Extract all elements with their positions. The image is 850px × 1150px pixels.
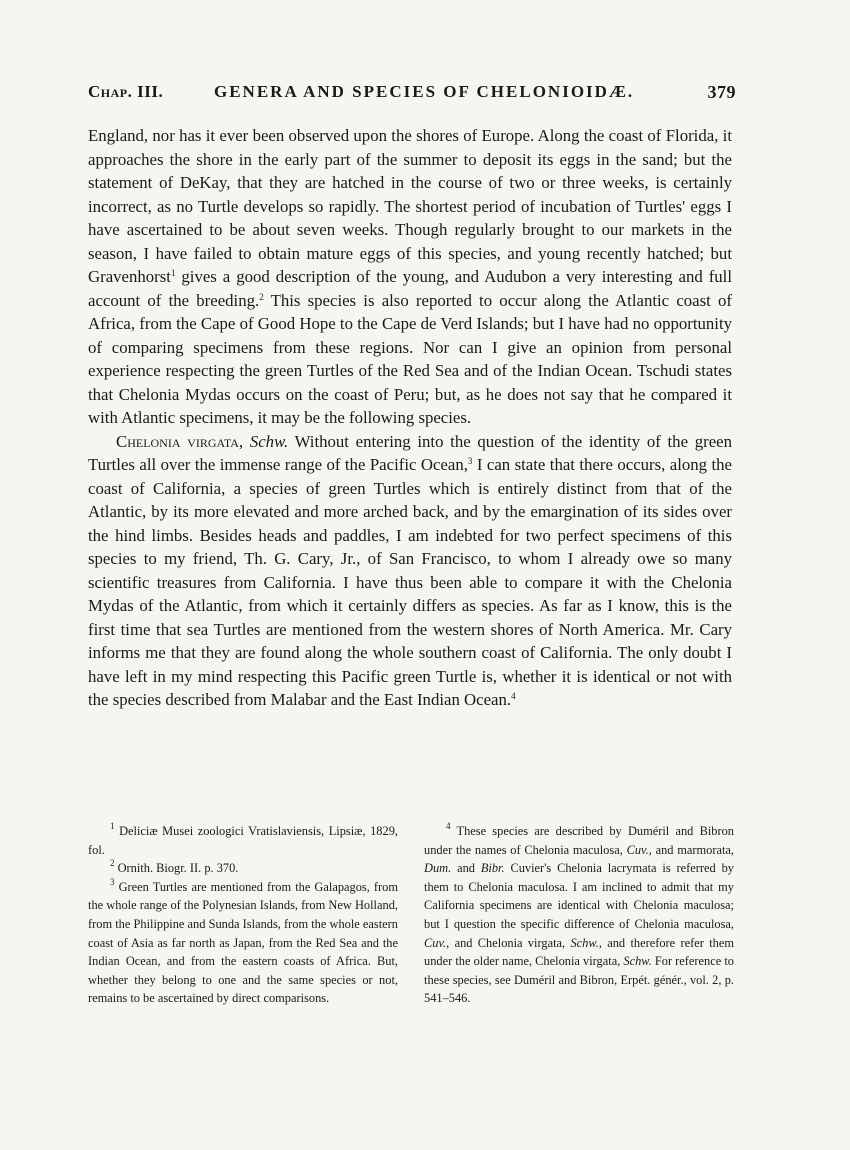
footnote-4 xyxy=(424,822,734,1008)
footnote-3 xyxy=(88,878,398,1008)
text-run: I can state that there occurs, along the coast of California, a species of green Turtles which is entirely distinct from that of the Atlantic, by its more elevated and more arched back, and by the emargination of its sides over the hind limbs. Besides heads and paddles, I am indebted for two perfect specimens of this species to my friend, Th. G. Cary, Jr., of San Francisco, to whom I already owe so many scientific treasures from California. I have thus been able to compare it with the Chelonia Mydas of the Atlantic, from which it certainly differs as species. As far as I know, this is the first time that sea Turtles are mentioned from the western shores of North America. Mr. Cary informs me that they are found along the whole southern coast of California. The only doubt I have left in my mind respecting this Pacific green Turtle is, whether it is identical or not with the species described from Malabar and the East Indian Ocean. xyxy=(88,455,732,709)
footnote-text: Deliciæ Musei zoologici Vratislaviensis, Lipsiæ, 1829, fol. xyxy=(88,824,398,857)
species-author: Schw. xyxy=(249,431,289,451)
text-run: Without entering into the question of the identity of the green Turtles all over the immense range of the Pacific Ocean, xyxy=(88,431,732,474)
author-abbrev: Cuv. xyxy=(424,935,447,950)
text-run: England, nor has it ever been observed upon the shores of Europe. Along the coast of Florida, it approaches the shore in the early part of the summer to deposit its eggs in the sand; but the statement of DeKay, that they are hatched in the course of two or three weeks, is certainly incorrect, as no Turtle develops so rapidly. The shortest period of incubation of Turtles' eggs I have ascertained to be about seven weeks. Though regularly brought to our markets in the season, I have failed to obtain mature eggs of this species, and young recently hatched; but Gravenhorst xyxy=(88,126,732,286)
species-name: Chelonia virgata, xyxy=(116,431,244,451)
running-title: GENERA AND SPECIES OF CHELONIOIDÆ. xyxy=(214,82,635,101)
author-abbrev: Cuv. xyxy=(626,842,649,857)
footnote-text: , and marmorata, xyxy=(648,842,734,857)
paragraph-1 xyxy=(88,124,732,430)
footnotes-right-column xyxy=(424,822,734,1008)
footnotes-left-column xyxy=(88,822,398,1008)
author-abbrev: Schw. xyxy=(623,954,652,969)
running-header xyxy=(86,82,736,106)
footnote-2 xyxy=(88,859,398,878)
page-number: 379 xyxy=(707,82,736,102)
paragraph-2 xyxy=(88,430,732,712)
author-abbrev: Dum. xyxy=(424,861,452,876)
footnote-text: Green Turtles are mentioned from the Galapagos, from the whole range of the Polynesian Islands, from New Holland, from the Philippine and Sunda Islands, from the whole eastern coast of Asia as far north as Japan, from the Red Sea and the Indian Ocean, and from the eastern coasts of Africa. But, whether they belong to one and the same species or not, remains to be ascertained by direct comparisons. xyxy=(88,879,398,1006)
author-abbrev: Schw. xyxy=(570,935,599,950)
main-text xyxy=(88,124,732,712)
footnote-1 xyxy=(88,822,398,859)
footnote-ref-1: 1 xyxy=(170,268,176,278)
chapter-label: Chap. III. xyxy=(88,82,164,101)
text-run: gives a good description of the young, and Audubon a very interesting and full account of the breeding. xyxy=(88,267,732,310)
footnote-mark: 3 xyxy=(110,876,115,887)
footnote-text: and xyxy=(451,861,481,876)
footnote-text: , and therefore refer them under the older name, Chelonia virgata, xyxy=(424,935,734,969)
footnote-ref-2: 2 xyxy=(259,291,264,302)
footnote-text: , and Chelonia virgata, xyxy=(446,935,571,950)
footnote-mark: 4 xyxy=(446,821,451,831)
footnote-mark: 1 xyxy=(110,821,115,831)
footnote-ref-3: 3 xyxy=(467,456,473,466)
footnote-mark: 2 xyxy=(110,858,115,869)
footnote-text: For reference to these species, see Duméril and Bibron, Erpét. génér., vol. 2, p. 541–546. xyxy=(424,954,734,1006)
footnote-text: Ornith. Biogr. II. p. 370. xyxy=(114,861,239,876)
footnote-text: These species are described by Duméril and Bibron under the names of Chelonia maculosa, xyxy=(424,824,734,857)
footnote-ref-4: 4 xyxy=(511,691,516,701)
text-run: This species is also reported to occur along the Atlantic coast of Africa, from the Cape of Good Hope to the Cape de Verd Islands; but I have had no opportunity of comparing specimens from these regions. Nor can I give an opinion from personal experience respecting the green Turtles of the Red Sea and of the Indian Ocean. Tschudi states that Chelonia Mydas occurs on the coast of Peru; but, as he does not say that he compared it with Atlantic specimens, it may be the following species. xyxy=(88,290,732,427)
footnote-text: Cuvier's Chelonia lacrymata is referred by them to Chelonia maculosa. I am inclined to admit that my California specimens are identical with Chelonia maculosa; but I question the specific difference of Chelonia maculosa, xyxy=(424,861,734,931)
author-abbrev: Bibr. xyxy=(480,861,505,876)
